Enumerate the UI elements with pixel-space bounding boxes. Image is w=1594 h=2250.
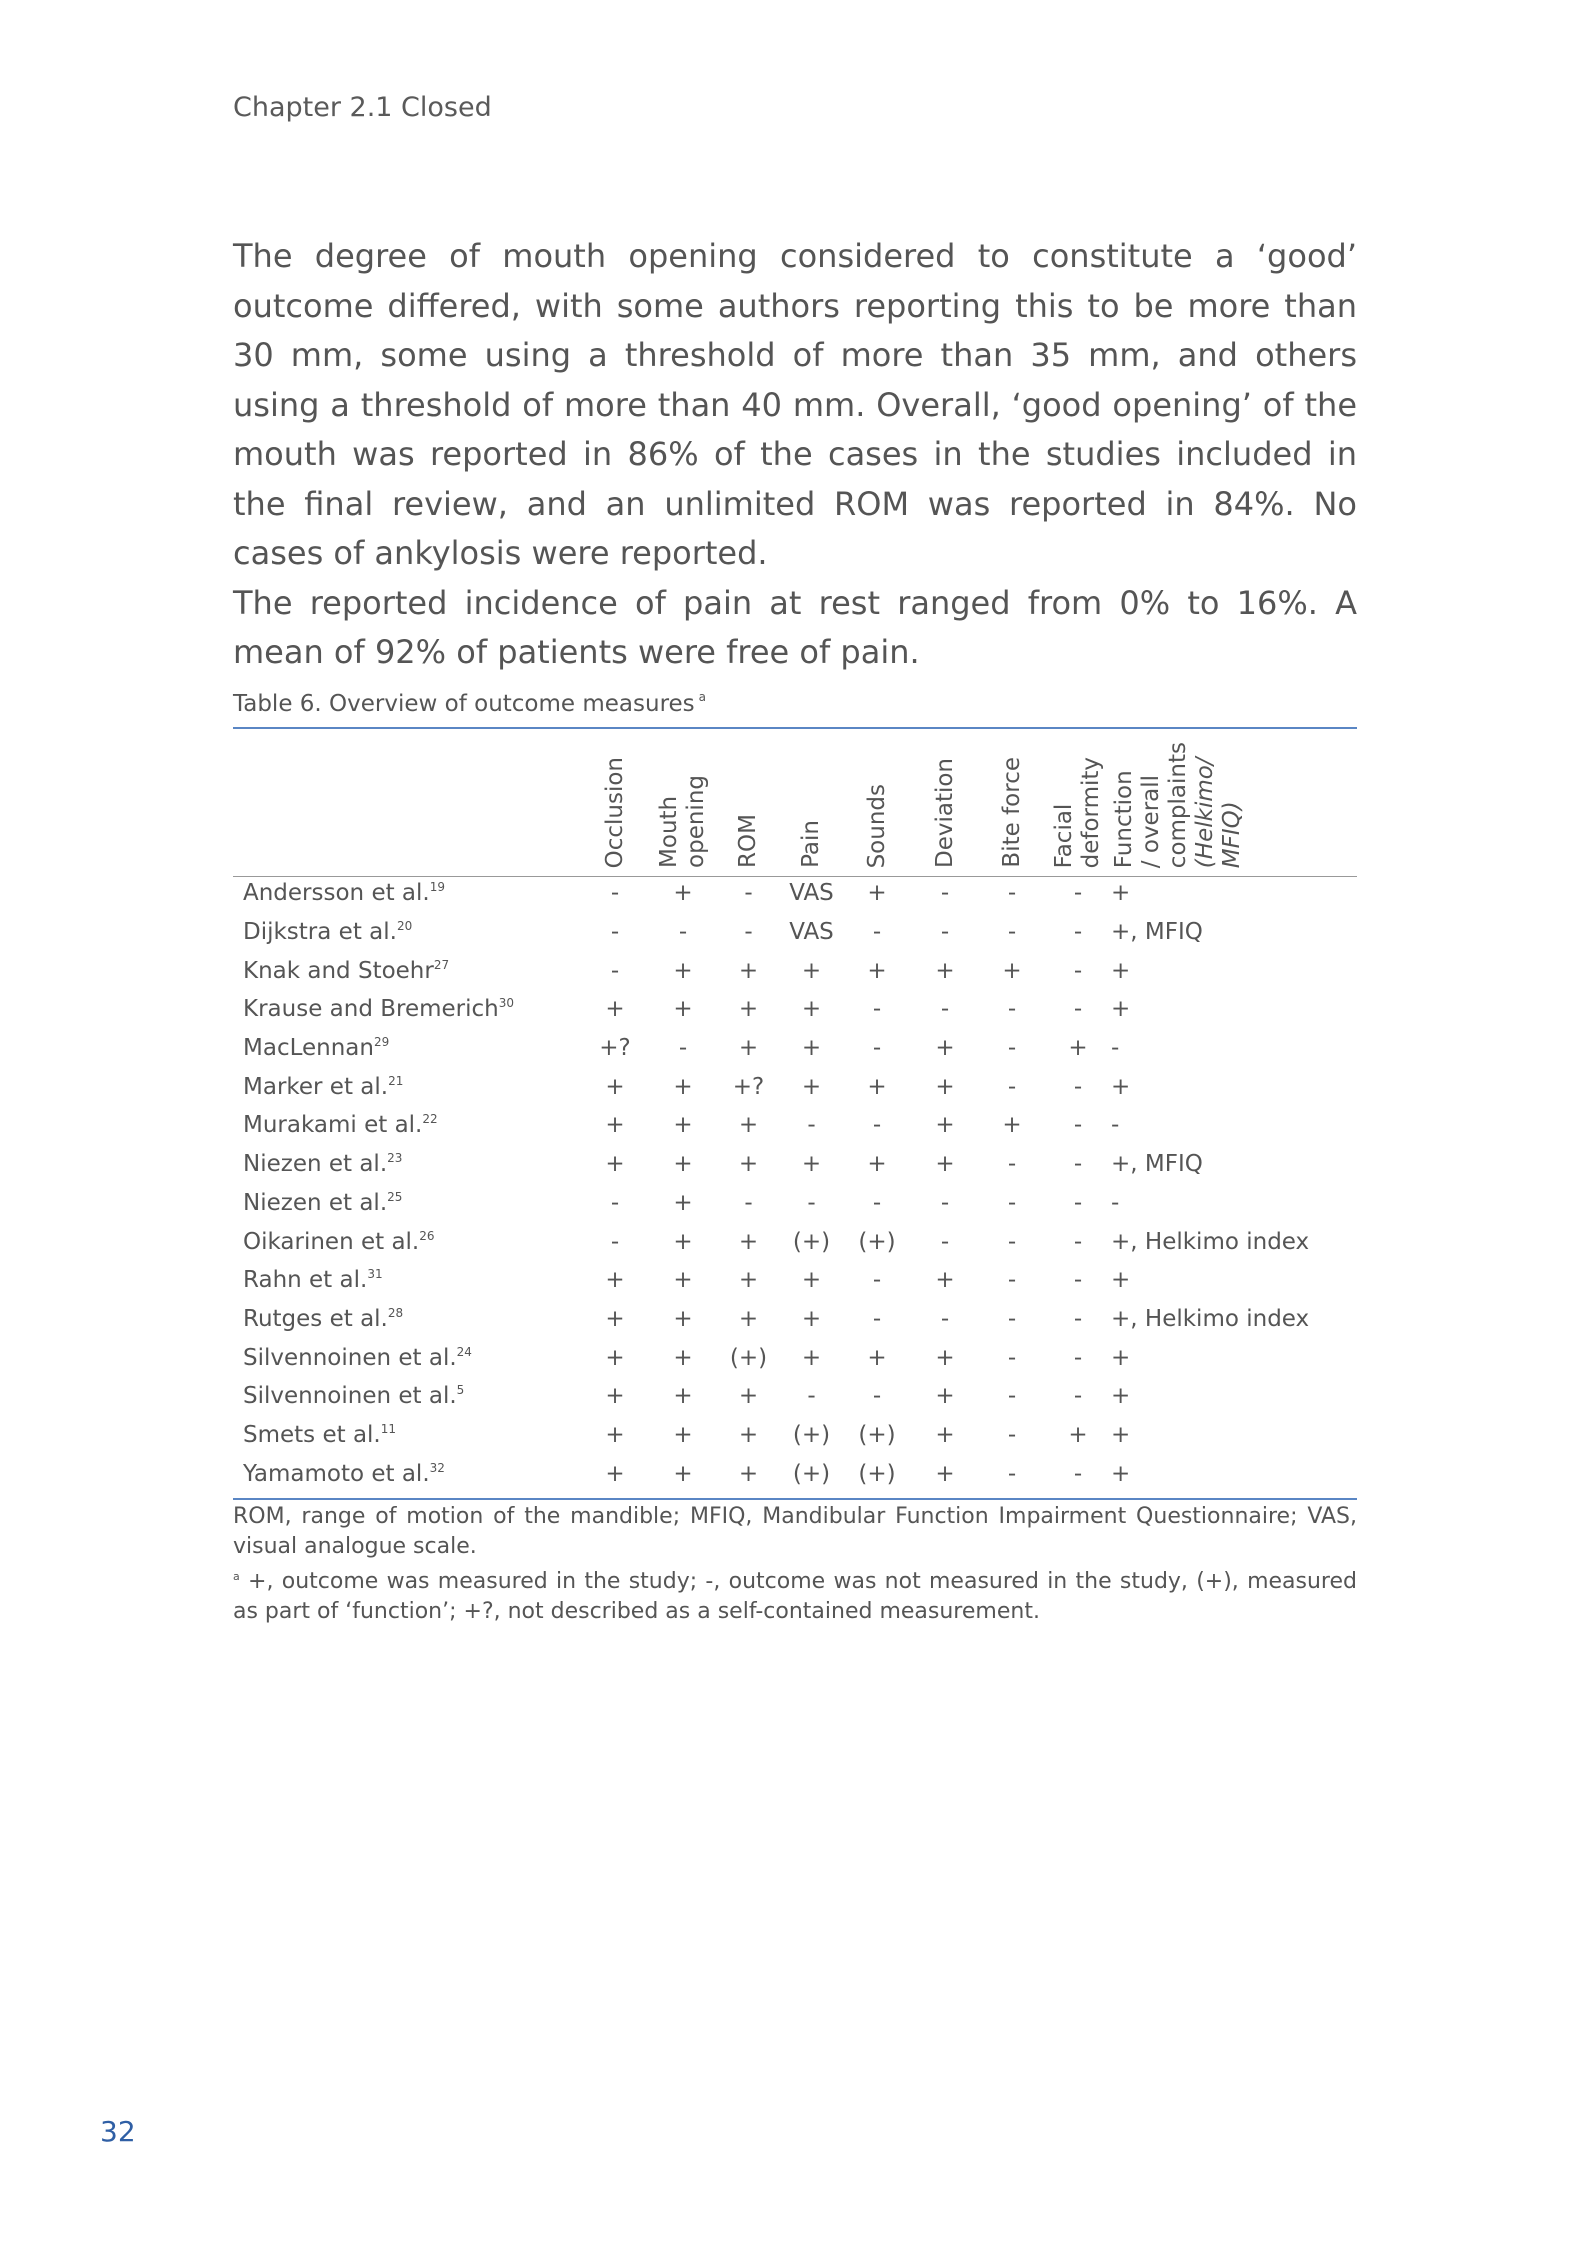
outcome-cell: + bbox=[935, 1383, 955, 1410]
outcome-cell: - bbox=[940, 919, 950, 946]
outcome-cell: + bbox=[867, 1151, 887, 1178]
study-reference: 30 bbox=[498, 996, 515, 1011]
outcome-cell: + bbox=[1111, 1344, 1131, 1371]
table-row bbox=[233, 1106, 1357, 1145]
header-label: (Helkimo/ bbox=[1192, 757, 1218, 868]
header-label: Deviation bbox=[931, 757, 958, 868]
outcome-cell: - bbox=[1007, 880, 1017, 907]
study-name: Murakami et al. bbox=[243, 1112, 423, 1139]
study-name: Yamamoto et al. bbox=[243, 1460, 430, 1487]
table-body bbox=[233, 874, 1357, 1493]
study-name: Silvennoinen et al. bbox=[243, 1383, 457, 1410]
outcome-cell: + bbox=[935, 1112, 955, 1139]
study-name: Smets et al. bbox=[243, 1421, 381, 1448]
outcome-cell: (+) bbox=[792, 1228, 831, 1255]
outcome-measures-table bbox=[233, 736, 1357, 1493]
outcome-cell: VAS bbox=[789, 880, 834, 907]
outcome-cell: + bbox=[738, 1421, 759, 1448]
outcome-cell: + bbox=[935, 1344, 955, 1371]
outcome-cell: + bbox=[738, 957, 759, 984]
outcome-cell: + bbox=[1002, 1112, 1022, 1139]
outcome-cell: - bbox=[1007, 919, 1017, 946]
study-name: Marker et al. bbox=[243, 1073, 389, 1100]
header-bite-force bbox=[979, 736, 1045, 874]
outcome-cell: + bbox=[673, 1267, 693, 1294]
study-cell bbox=[233, 990, 581, 1029]
body-paragraph: The reported incidence of pain at rest ranged from 0% to 16%. A mean of 92% of patients were free of pain. bbox=[233, 583, 1357, 671]
outcome-cell: + bbox=[935, 1073, 955, 1100]
study-reference: 22 bbox=[422, 1112, 438, 1127]
outcome-cell: + bbox=[738, 1460, 759, 1487]
outcome-cell: + bbox=[935, 1421, 955, 1448]
outcome-cell: - bbox=[1073, 919, 1083, 946]
header-label: / overall bbox=[1138, 774, 1164, 868]
outcome-cell: + bbox=[605, 1151, 625, 1178]
table-row bbox=[233, 1416, 1357, 1455]
outcome-cell: - bbox=[1073, 880, 1083, 907]
outcome-cell: - bbox=[744, 880, 753, 907]
outcome-cell: + bbox=[605, 1305, 625, 1332]
outcome-cell: - bbox=[678, 1035, 688, 1062]
study-cell bbox=[233, 913, 581, 952]
header-label: Mouth bbox=[656, 795, 682, 868]
outcome-cell: - bbox=[1073, 1189, 1083, 1216]
page-number: 32 bbox=[100, 2115, 136, 2148]
outcome-cell: VAS bbox=[789, 919, 834, 946]
outcome-cell: - bbox=[1073, 957, 1083, 984]
outcome-cell: (+) bbox=[792, 1460, 831, 1487]
outcome-cell: + bbox=[738, 1035, 759, 1062]
outcome-cell: + bbox=[1002, 957, 1022, 984]
table-row bbox=[233, 913, 1357, 952]
outcome-cell: - bbox=[1007, 1189, 1017, 1216]
outcome-cell: + bbox=[1111, 1460, 1131, 1487]
study-name: Niezen et al. bbox=[243, 1151, 388, 1178]
study-cell bbox=[233, 1377, 581, 1416]
outcome-cell: + bbox=[673, 957, 693, 984]
outcome-cell: + bbox=[1111, 957, 1131, 984]
study-name: Krause and Bremerich bbox=[243, 996, 499, 1023]
study-name: Andersson et al. bbox=[243, 880, 430, 907]
outcome-cell: + bbox=[935, 1035, 955, 1062]
header-label: ROM bbox=[735, 814, 761, 868]
outcome-cell: - bbox=[807, 1189, 816, 1216]
table-row bbox=[233, 1377, 1357, 1416]
outcome-cell: + bbox=[673, 1228, 693, 1255]
outcome-cell: + bbox=[935, 957, 955, 984]
outcome-cell: - bbox=[1111, 1035, 1120, 1062]
outcome-cell: + bbox=[801, 996, 822, 1023]
outcome-cell: - bbox=[1073, 1305, 1083, 1332]
header-occlusion bbox=[581, 736, 649, 874]
outcome-cell: + bbox=[935, 1151, 955, 1178]
outcome-cell: + bbox=[738, 1305, 759, 1332]
outcome-cell: + bbox=[605, 1383, 625, 1410]
table-row bbox=[233, 1222, 1357, 1261]
outcome-cell: - bbox=[1007, 1267, 1017, 1294]
study-name: Rutges et al. bbox=[243, 1305, 388, 1332]
study-name: MacLennan bbox=[243, 1035, 374, 1062]
legend-footnote bbox=[233, 1562, 1357, 1627]
outcome-cell: + bbox=[673, 1151, 693, 1178]
table-top-rule bbox=[233, 727, 1357, 729]
header-divider-rule bbox=[233, 876, 1357, 877]
study-reference: 32 bbox=[429, 1460, 445, 1475]
study-reference: 26 bbox=[419, 1228, 435, 1243]
outcome-cell: - bbox=[1111, 1112, 1120, 1139]
outcome-cell: +? bbox=[599, 1035, 631, 1062]
study-name: Knak and Stoehr bbox=[243, 957, 434, 984]
header-label: Bite force bbox=[998, 757, 1025, 868]
outcome-cell: - bbox=[872, 1112, 882, 1139]
outcome-cell: + bbox=[1111, 1073, 1131, 1100]
outcome-cell: + bbox=[738, 1151, 759, 1178]
outcome-cell: - bbox=[872, 1305, 882, 1332]
table-row bbox=[233, 1067, 1357, 1106]
outcome-cell: - bbox=[1007, 1344, 1017, 1371]
outcome-cell: + bbox=[605, 1344, 625, 1371]
body-paragraph: The degree of mouth opening considered to constitute a ‘good’ outcome differed, with some authors reporting this to be more than 30 mm, some using a threshold of more than 35 mm, and others using a threshold of more than 40 mm. Overall, ‘good opening’ of the mouth was reported in 86% of the cases in the studies included in the final review, and an unlimited ROM was reported in 84%. No cases of ankylosis were reported. bbox=[233, 237, 1357, 572]
outcome-cell: + bbox=[1068, 1421, 1088, 1448]
outcome-cell: - bbox=[1073, 1460, 1083, 1487]
outcome-cell: + bbox=[1111, 1267, 1131, 1294]
outcome-cell: - bbox=[610, 1189, 620, 1216]
outcome-cell: +? bbox=[732, 1073, 765, 1100]
header-label: Function bbox=[1111, 770, 1137, 868]
table-row bbox=[233, 1454, 1357, 1493]
study-name: Niezen et al. bbox=[243, 1189, 388, 1216]
study-reference: 24 bbox=[456, 1344, 472, 1359]
outcome-cell: +, MFIQ bbox=[1111, 1151, 1203, 1178]
header-label: MFIQ) bbox=[1219, 801, 1245, 868]
outcome-cell: - bbox=[610, 919, 620, 946]
outcome-cell: + bbox=[738, 996, 759, 1023]
outcome-cell: + bbox=[605, 1073, 625, 1100]
table-row bbox=[233, 1261, 1357, 1300]
outcome-cell: + bbox=[605, 1421, 625, 1448]
header-label: deformity bbox=[1078, 756, 1104, 868]
study-reference: 5 bbox=[456, 1383, 465, 1398]
outcome-cell: - bbox=[1007, 1151, 1017, 1178]
abbreviations-footnote: ROM, range of motion of the mandible; MFIQ, Mandibular Function Impairment Questionnaire; VAS, visual analogue scale. bbox=[233, 1504, 1357, 1559]
table-row bbox=[233, 1184, 1357, 1223]
outcome-cell: + bbox=[1068, 1035, 1088, 1062]
header-rom bbox=[717, 736, 780, 874]
outcome-cell: - bbox=[1007, 1383, 1017, 1410]
outcome-cell: + bbox=[673, 1112, 693, 1139]
study-cell bbox=[233, 1416, 581, 1455]
outcome-cell: + bbox=[801, 1035, 822, 1062]
outcome-cell: - bbox=[1073, 1267, 1083, 1294]
header-label: opening bbox=[683, 775, 709, 868]
outcome-cell: + bbox=[738, 1112, 759, 1139]
study-name: Oikarinen et al. bbox=[243, 1228, 420, 1255]
outcome-cell: - bbox=[807, 1383, 816, 1410]
outcome-cell: - bbox=[1007, 1035, 1017, 1062]
table-row bbox=[233, 1338, 1357, 1377]
outcome-cell: - bbox=[940, 996, 950, 1023]
outcome-cell: + bbox=[673, 880, 693, 907]
outcome-cell: + bbox=[867, 880, 887, 907]
table-row bbox=[233, 951, 1357, 990]
study-cell bbox=[233, 1145, 581, 1184]
outcome-cell: + bbox=[801, 1267, 822, 1294]
outcome-cell: + bbox=[738, 1383, 759, 1410]
header-deviation bbox=[911, 736, 979, 874]
study-cell bbox=[233, 1184, 581, 1223]
outcome-cell: + bbox=[738, 1267, 759, 1294]
outcome-cell: - bbox=[807, 1112, 816, 1139]
outcome-cell: - bbox=[940, 1305, 950, 1332]
study-name: Rahn et al. bbox=[243, 1267, 368, 1294]
table-bottom-rule bbox=[233, 1498, 1357, 1500]
study-reference: 31 bbox=[367, 1267, 383, 1282]
outcome-cell: + bbox=[935, 1267, 955, 1294]
outcome-cell: - bbox=[610, 880, 620, 907]
header-study bbox=[233, 736, 581, 874]
study-name: Silvennoinen et al. bbox=[243, 1344, 457, 1371]
table-row bbox=[233, 874, 1357, 913]
outcome-cell: - bbox=[1007, 1228, 1017, 1255]
outcome-cell: (+) bbox=[858, 1460, 896, 1487]
study-reference: 23 bbox=[387, 1151, 403, 1166]
table-row bbox=[233, 990, 1357, 1029]
outcome-cell: + bbox=[867, 1344, 887, 1371]
outcome-cell: + bbox=[801, 1151, 822, 1178]
outcome-cell: +, Helkimo index bbox=[1111, 1228, 1310, 1255]
outcome-cell: + bbox=[605, 1267, 625, 1294]
study-reference: 20 bbox=[396, 919, 413, 934]
outcome-cell: + bbox=[1111, 880, 1131, 907]
outcome-cell: + bbox=[801, 957, 822, 984]
outcome-cell: - bbox=[872, 1383, 882, 1410]
study-reference: 25 bbox=[387, 1189, 403, 1204]
outcome-cell: - bbox=[940, 1189, 950, 1216]
header-sounds bbox=[843, 736, 911, 874]
outcome-cell: - bbox=[610, 1228, 620, 1255]
outcome-cell: + bbox=[605, 1112, 625, 1139]
outcome-cell: + bbox=[605, 1460, 625, 1487]
outcome-cell: - bbox=[678, 919, 688, 946]
outcome-cell: - bbox=[872, 1267, 882, 1294]
study-reference: 21 bbox=[388, 1073, 404, 1088]
table-caption-label: Table 6. bbox=[233, 691, 322, 717]
outcome-cell: (+) bbox=[858, 1228, 896, 1255]
outcome-cell: - bbox=[744, 1189, 753, 1216]
outcome-cell: + bbox=[801, 1305, 822, 1332]
study-cell bbox=[233, 1300, 581, 1339]
table-caption-footnote-marker: a bbox=[698, 690, 707, 704]
legend-footnote-text: +, outcome was measured in the study; -, outcome was not measured in the study, (+), measured as part of ‘function’; +?, not described as a self-contained measurement. bbox=[233, 1569, 1357, 1624]
header-label: Facial bbox=[1051, 803, 1077, 868]
outcome-cell: + bbox=[673, 1344, 693, 1371]
outcome-cell: - bbox=[1111, 1189, 1120, 1216]
outcome-cell: + bbox=[1111, 1421, 1131, 1448]
study-cell bbox=[233, 1222, 581, 1261]
outcome-cell: - bbox=[872, 996, 882, 1023]
outcome-cell: (+) bbox=[858, 1421, 896, 1448]
study-cell bbox=[233, 874, 581, 913]
table-footnotes bbox=[233, 1502, 1357, 1627]
outcome-cell: + bbox=[673, 1305, 693, 1332]
outcome-cell: - bbox=[1073, 1073, 1083, 1100]
outcome-cell: - bbox=[1007, 1305, 1017, 1332]
study-cell bbox=[233, 951, 581, 990]
outcome-cell: - bbox=[1073, 1151, 1083, 1178]
outcome-cell: (+) bbox=[792, 1421, 831, 1448]
outcome-cell: - bbox=[1073, 1228, 1083, 1255]
outcome-cell: - bbox=[1073, 1112, 1083, 1139]
outcome-cell: - bbox=[872, 919, 882, 946]
outcome-cell: - bbox=[872, 1189, 882, 1216]
outcome-cell: + bbox=[1111, 996, 1131, 1023]
outcome-cell: - bbox=[1007, 996, 1017, 1023]
study-reference: 11 bbox=[380, 1421, 397, 1436]
header-pain bbox=[780, 736, 843, 874]
header-label: Sounds bbox=[863, 783, 890, 868]
study-name: Dijkstra et al. bbox=[243, 919, 397, 946]
study-reference: 27 bbox=[433, 957, 450, 972]
study-reference: 28 bbox=[387, 1305, 404, 1320]
header-function bbox=[1111, 736, 1357, 874]
header-label: Occlusion bbox=[601, 756, 628, 868]
study-cell bbox=[233, 1106, 581, 1145]
outcome-cell: + bbox=[605, 996, 625, 1023]
outcome-cell: - bbox=[1073, 996, 1083, 1023]
study-cell bbox=[233, 1454, 581, 1493]
header-label: Pain bbox=[798, 820, 824, 868]
outcome-cell: +, MFIQ bbox=[1111, 919, 1203, 946]
outcome-cell: - bbox=[1073, 1344, 1083, 1371]
outcome-cell: + bbox=[801, 1073, 822, 1100]
table-row bbox=[233, 1300, 1357, 1339]
header-mouth-opening bbox=[649, 736, 717, 874]
outcome-cell: + bbox=[1111, 1383, 1131, 1410]
footnote-marker: a bbox=[233, 1570, 240, 1583]
outcome-cell: - bbox=[1007, 1421, 1017, 1448]
table-caption bbox=[233, 690, 706, 717]
outcome-cell: + bbox=[935, 1460, 955, 1487]
outcome-cell: + bbox=[673, 1421, 693, 1448]
outcome-cell: - bbox=[940, 880, 950, 907]
outcome-cell: + bbox=[801, 1344, 822, 1371]
outcome-cell: + bbox=[673, 1383, 693, 1410]
header-facial-deformity bbox=[1045, 736, 1111, 874]
outcome-cell: + bbox=[738, 1228, 759, 1255]
study-cell bbox=[233, 1338, 581, 1377]
outcome-cell: + bbox=[673, 996, 693, 1023]
table-row bbox=[233, 1029, 1357, 1068]
outcome-cell: - bbox=[940, 1228, 950, 1255]
table-row bbox=[233, 1145, 1357, 1184]
table-header-row bbox=[233, 736, 1357, 874]
outcome-cell: (+) bbox=[729, 1344, 768, 1371]
outcome-cell: - bbox=[1007, 1073, 1017, 1100]
study-cell bbox=[233, 1261, 581, 1300]
outcome-cell: - bbox=[610, 957, 620, 984]
study-cell bbox=[233, 1029, 581, 1068]
table-caption-text: Overview of outcome measures bbox=[329, 691, 695, 717]
outcome-cell: + bbox=[673, 1073, 693, 1100]
outcome-cell: - bbox=[872, 1035, 882, 1062]
outcome-cell: + bbox=[673, 1460, 693, 1487]
outcome-cell: +, Helkimo index bbox=[1111, 1305, 1310, 1332]
study-reference: 19 bbox=[429, 880, 445, 895]
study-cell bbox=[233, 1067, 581, 1106]
outcome-cell: + bbox=[673, 1189, 693, 1216]
outcome-cell: - bbox=[1073, 1383, 1083, 1410]
outcome-cell: + bbox=[867, 1073, 887, 1100]
study-reference: 29 bbox=[373, 1035, 390, 1050]
outcome-cell: - bbox=[744, 919, 753, 946]
running-header: Chapter 2.1 Closed bbox=[233, 92, 492, 123]
body-text bbox=[233, 232, 1357, 678]
outcome-cell: - bbox=[1007, 1460, 1017, 1487]
outcome-cell: + bbox=[867, 957, 887, 984]
header-label: complaints bbox=[1165, 741, 1191, 868]
